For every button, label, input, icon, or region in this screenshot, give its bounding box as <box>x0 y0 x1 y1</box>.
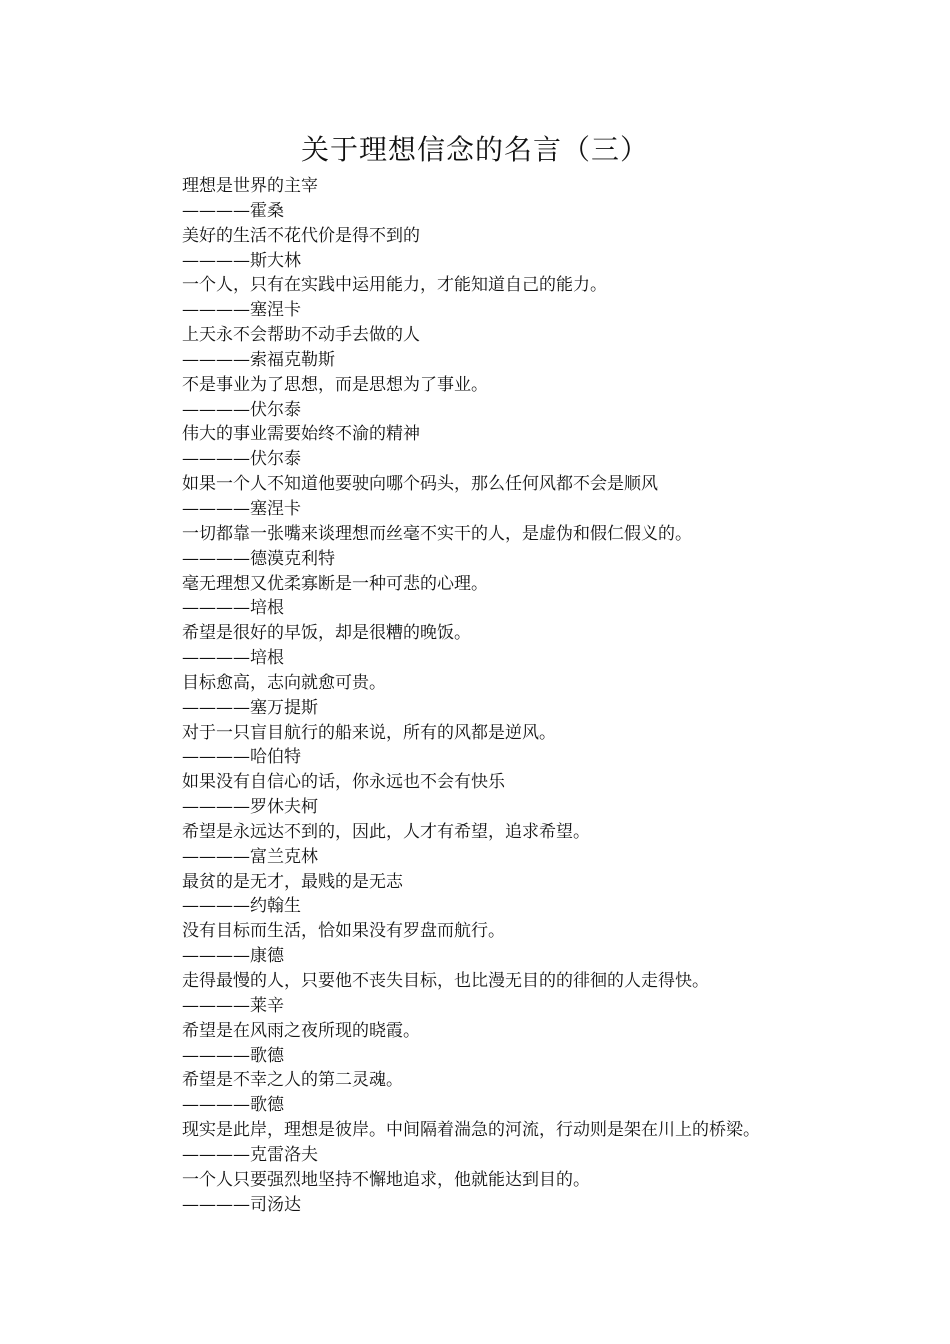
quote-text: 现实是此岸，理想是彼岸。中间隔着湍急的河流，行动则是架在川上的桥梁。 <box>182 1120 760 1141</box>
quote-text: 对于一只盲目航行的船来说，所有的风都是逆风。 <box>182 722 556 743</box>
quote-text: 没有目标而生活，恰如果没有罗盘而航行。 <box>182 921 505 942</box>
quote-text: 最贫的是无才，最贱的是无志 <box>182 871 403 892</box>
quote-text: 伟大的事业需要始终不渝的精神 <box>182 424 420 445</box>
quote-text: 一个人只要强烈地坚持不懈地追求，他就能达到目的。 <box>182 1169 590 1190</box>
quote-text: 希望是不幸之人的第二灵魂。 <box>182 1070 403 1091</box>
quote-author: ————霍桑 <box>182 200 284 221</box>
quote-author: ————司汤达 <box>182 1194 301 1215</box>
quote-author: ————康德 <box>182 946 284 967</box>
quote-text: 目标愈高，志向就愈可贵。 <box>182 672 386 693</box>
quote-list <box>182 174 882 1217</box>
quote-author: ————塞万提斯 <box>182 697 318 718</box>
quote-author: ————培根 <box>182 598 284 619</box>
quote-author: ————莱辛 <box>182 995 284 1016</box>
quote-text: 一个人，只有在实践中运用能力，才能知道自己的能力。 <box>182 275 607 296</box>
quote-text: 不是事业为了思想，而是思想为了事业。 <box>182 374 488 395</box>
quote-text: 一切都靠一张嘴来谈理想而丝毫不实干的人，是虚伪和假仁假义的。 <box>182 523 692 544</box>
quote-author: ————歌德 <box>182 1045 284 1066</box>
quote-text: 希望是在风雨之夜所现的晓霞。 <box>182 1020 420 1041</box>
quote-author: ————索福克勒斯 <box>182 349 335 370</box>
quote-author: ————哈伯特 <box>182 747 301 768</box>
quote-author: ————塞涅卡 <box>182 498 301 519</box>
quote-author: ————塞涅卡 <box>182 300 301 321</box>
quote-author: ————歌德 <box>182 1095 284 1116</box>
quote-author: ————富兰克林 <box>182 846 318 867</box>
quote-author: ————伏尔泰 <box>182 399 301 420</box>
quote-author: ————德漠克利特 <box>182 548 335 569</box>
quote-author: ————培根 <box>182 648 284 669</box>
quote-author: ————约翰生 <box>182 896 301 917</box>
quote-author: ————伏尔泰 <box>182 449 301 470</box>
quote-text: 上天永不会帮助不动手去做的人 <box>182 325 420 346</box>
quote-text: 如果没有自信心的话，你永远也不会有快乐 <box>182 772 505 793</box>
quote-author: ————克雷洛夫 <box>182 1144 318 1165</box>
quote-author: ————斯大林 <box>182 250 301 271</box>
quote-author: ————罗休夫柯 <box>182 797 318 818</box>
page-title: 关于理想信念的名言（三） <box>300 133 649 166</box>
quote-text: 希望是很好的早饭，却是很糟的晚饭。 <box>182 623 471 644</box>
quote-text: 毫无理想又优柔寡断是一种可悲的心理。 <box>182 573 488 594</box>
quote-text: 理想是世界的主宰 <box>182 176 318 196</box>
quote-text: 美好的生活不花代价是得不到的 <box>182 225 420 246</box>
quote-text: 走得最慢的人，只要他不丧失目标，也比漫无目的的徘徊的人走得快。 <box>182 971 709 991</box>
quote-text: 希望是永远达不到的，因此，人才有希望，追求希望。 <box>182 821 590 842</box>
quote-text: 如果一个人不知道他要驶向哪个码头，那么任何风都不会是顺风 <box>182 474 658 495</box>
